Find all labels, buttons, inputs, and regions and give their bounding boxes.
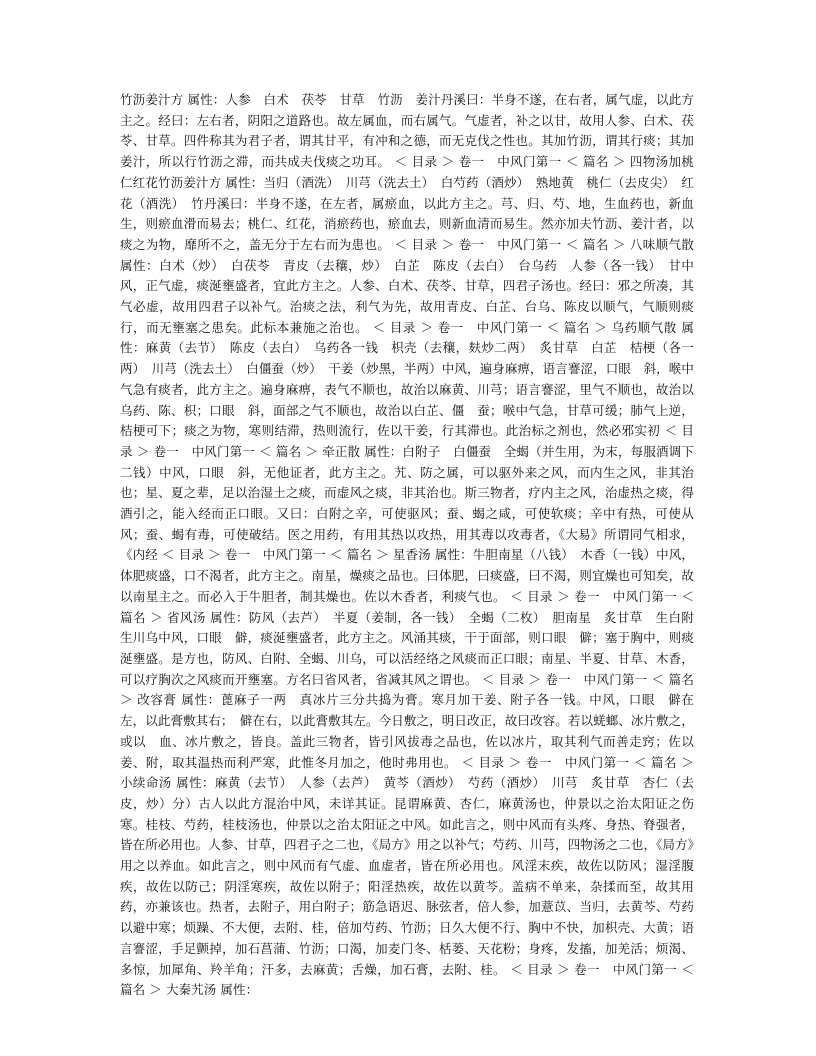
document-page [120, 90, 707, 1030]
body-text: 竹沥姜汁方 属性：人参 白术 茯苓 甘草 竹沥 姜汁丹溪曰：半身不遂，在右者，属气虚，以此方主之。经曰：左右者，阴阳之道路也。故左属血，而右属气。气虚者，补之以甘，故用人参、白术、茯苓、甘草。四件称其为君子者，谓其甘平，有冲和之德，而无克伐之性也。其加竹沥，谓其行痰；其加姜汁，所以行竹沥之滞，而共成夫伐痰之功耳。 ＜ 目录 ＞ 卷一 中风门第一 ＜ 篇名 ＞ 四物汤加桃仁红花竹沥姜汁方 属性：当归（酒洗） 川芎（洗去土） 白芍药（酒炒） 熟地黄 桃仁（去皮尖） 红花（酒洗） 竹丹溪曰：半身不遂，在左者，属瘀血，以此方主之。芎、归、芍、地，生血药也，新血生，则瘀血滑而易去；桃仁、红花，消瘀药也，瘀血去，则新血清而易生。然亦加夫竹沥、姜汁者，以痰之为物，靡所不之，盖无分于左右而为患也。 ＜ 目录 ＞ 卷一 中风门第一 ＜ 篇名 ＞ 八味顺气散 属性：白术（炒） 白茯苓 青皮（去穰，炒） 白芷 陈皮（去白） 台乌药 人参（各一钱） 甘中风，正气虚，痰涎壅盛者，宜此方主之。人参、白术、茯苓、甘草，四君子汤也。经曰：邪之所凑，其气必虚，故用四君子以补气。治痰之法，利气为先，故用青皮、白芷、台乌、陈皮以顺气，气顺则痰行，而无壅塞之患矣。此标本兼施之治也。 ＜ 目录 ＞ 卷一 中风门第一 ＜ 篇名 ＞ 乌药顺气散 属性：麻黄（去节） 陈皮（去白） 乌药各一钱 枳壳（去穰，麸炒二两） 炙甘草 白芷 桔梗（各一两） 川芎（洗去土） 白僵蚕（炒） 干姜（炒黑，半两）中风，遍身麻痹，语言謇涩，口眼 斜，喉中气急有痰者，此方主之。遍身麻痹，表气不顺也，故治以麻黄、川芎；语言謇涩，里气不顺也，故治以乌药、陈、枳；口眼 斜，面部之气不顺也，故治以白芷、僵 蚕；喉中气急，甘草可缓；肺气上逆，桔梗可下；痰之为物，寒则结滞，热则流行，佐以干姜，行其滞也。此治标之剂也，然必邪实初 ＜ 目录 ＞ 卷一 中风门第一 ＜ 篇名 ＞ 牵正散 属性：白附子 白僵蚕 全蝎（并生用，为末，每服酒调下二钱）中风，口眼 斜，无他证者，此方主之。艽、防之属，可以驱外来之风，而内生之风，非其治也；星、夏之辈，足以治湿土之痰，而虚风之痰，非其治也。斯三物者，疗内主之风，治虚热之痰，得酒引之，能入经而正口眼。又曰：白附之辛，可使驱风；蚕、蝎之咸，可使软痰；辛中有热，可使从风；蚕、蝎有毒，可使破结。医之用药，有用其热以攻热，用其毒以攻毒者，《大易》所谓同气相求，《内经 ＜ 目录 ＞ 卷一 中风门第一 ＜ 篇名 ＞ 星香汤 属性：牛胆南星（八钱） 木香（一钱）中风，体肥痰盛，口不渴者，此方主之。南星，燥痰之品也。曰体肥，曰痰盛，曰不渴，则宜燥也可知矣，故以南星主之。而必入于牛胆者，制其燥也。佐以木香者，利痰气也。 ＜ 目录 ＞ 卷一 中风门第一 ＜ 篇名 ＞ 省风汤 属性：防风（去芦） 半夏（姜制，各一钱） 全蝎（二枚） 胆南星 炙甘草 生白附 生川乌中风，口眼 僻，痰涎壅盛者，此方主之。风涌其痰，干于面部，则口眼 僻；塞于胸中，则痰涎壅盛。是方也，防风、白附、全蝎、川乌，可以活经络之风痰而正口眼；南星、半夏、甘草、木香，可以疗胸次之风痰而开壅塞。方名曰省风者，省减其风之谓也。 ＜ 目录 ＞ 卷一 中风门第一 ＜ 篇名 ＞ 改容膏 属性：蓖麻子一两 真冰片三分共捣为膏。寒月加干姜、附子各一钱。中风，口眼 僻在左，以此膏敷其右； 僻在右，以此膏敷其左。今日敷之，明日改正，故曰改容。若以蜣螂、冰片敷之，或以 血、冰片敷之，皆良。盖此三物者，皆引风拔毒之品也，佐以冰片，取其利气而善走窍；佐以姜、附，取其温热而利严寒，此惟冬月加之，他时弗用也。 ＜ 目录 ＞ 卷一 中风门第一 ＜ 篇名 ＞ 小续命汤 属性：麻黄（去节） 人参（去芦） 黄芩（酒炒） 芍药（酒炒） 川芎 炙甘草 杏仁（去皮，炒）分）古人以此方混治中风，未详其证。昆谓麻黄、杏仁，麻黄汤也，仲景以之治太阳证之伤寒。桂枝、芍药，桂枝汤也，仲景以之治太阳证之中风。如此言之，则中风而有头疼、身热、脊强者，皆在所必用也。人参、甘草，四君子之二也，《局方》用之以补气；芍药、川芎，四物汤之二也，《局方》用之以养血。如此言之，则中风而有气虚、血虚者，皆在所必用也。风淫末疾，故佐以防风；湿淫腹疾，故佐以防己；阴淫寒疾，故佐以附子；阳淫热疾，故佐以黄芩。盖病不单来，杂揉而至，故其用药，亦兼该也。热者，去附子，用白附子；筋急语迟、脉弦者，倍人参，加薏苡、当归，去黄芩、芍药以避中寒；烦躁、不大便，去附、桂，倍加芍药、竹沥；日久大便不行、胸中不快，加枳壳、大黄；语言謇涩，手足颤掉，加石菖蒲、竹沥；口渴，加麦门冬、栝蒌、天花粉；身疼，发搐，加羌活；烦渴、多惊，加犀角、羚羊角；汗多，去麻黄；舌燥，加石膏，去附、桂。 ＜ 目录 ＞ 卷一 中风门第一 ＜ 篇名 ＞ 大秦艽汤 属性： [120, 92, 707, 998]
